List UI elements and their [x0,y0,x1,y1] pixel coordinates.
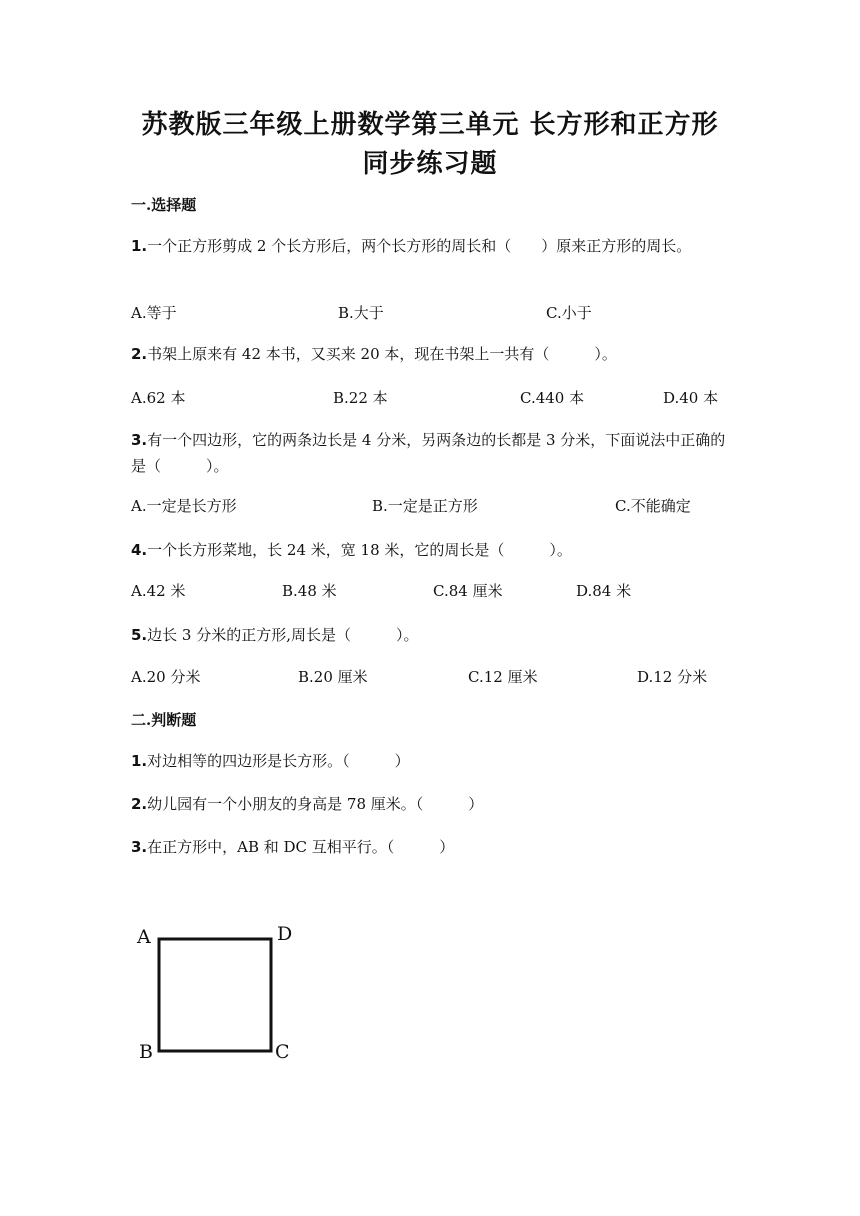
choice-q2-option-c: C.440 本 [520,389,585,407]
question-number: 2. [131,345,148,363]
choice-q1-option-c: C.小于 [546,304,592,322]
choice-q2-option-a: A.62 本 [131,389,186,407]
question-text: 有一个四边形，它的两条边长是 4 分米，另两条边的长都是 3 分米，下面说法中正确的是（ ）。 [131,431,726,475]
judge-question-2 [131,791,727,817]
vertex-label-c: C [275,1041,290,1063]
question-number: 4. [131,541,148,559]
vertex-label-b: B [139,1041,153,1063]
choice-q2-option-d: D.40 本 [663,389,719,407]
question-text: 边长 3 分米的正方形,周长是（ ）。 [147,626,419,644]
square-outline [159,939,271,1051]
question-number: 2. [131,795,148,813]
question-number: 3. [131,838,148,856]
question-number: 1. [131,752,148,770]
choice-q5-option-d: D.12 分米 [637,668,708,686]
choice-q1-option-b: B.大于 [338,304,384,322]
question-text: 一个长方形菜地，长 24 米，宽 18 米，它的周长是（ ）。 [147,541,572,559]
choice-q1-option-a: A.等于 [131,304,177,322]
question-text: 幼儿园有一个小朋友的身高是 78 厘米。（ ） [147,795,484,813]
vertex-label-d: D [277,923,293,945]
choice-question-4 [131,537,727,563]
choice-q4-option-c: C.84 厘米 [433,582,503,600]
choice-q3-option-b: B.一定是正方形 [372,497,478,515]
choice-q5-option-c: C.12 厘米 [468,668,538,686]
choice-q4-option-b: B.48 米 [282,582,337,600]
question-number: 1. [131,237,148,255]
choice-q2-option-b: B.22 本 [333,389,388,407]
section-heading-choice: 一.选择题 [131,196,197,214]
vertex-label-a: A [137,926,151,948]
choice-question-1 [131,233,727,259]
choice-q4-option-a: A.42 米 [131,582,186,600]
square-abcd-figure [133,918,313,1068]
judge-question-1 [131,748,727,774]
question-text: 在正方形中，AB 和 DC 互相平行。（ ） [147,838,455,856]
page-title: 苏教版三年级上册数学第三单元 长方形和正方形 [141,110,719,140]
question-text: 书架上原来有 42 本书，又买来 20 本，现在书架上一共有（ ）。 [147,345,617,363]
choice-q3-option-c: C.不能确定 [615,497,691,515]
question-number: 3. [131,431,148,449]
choice-question-5 [131,622,727,648]
judge-question-3 [131,834,727,860]
section-heading-judge: 二.判断题 [131,711,197,729]
choice-q5-option-a: A.20 分米 [131,668,201,686]
choice-question-3 [131,427,727,479]
choice-q5-option-b: B.20 厘米 [298,668,368,686]
question-text: 一个正方形剪成 2 个长方形后，两个长方形的周长和（ ）原来正方形的周长。 [147,237,692,255]
page-subtitle: 同步练习题 [362,149,498,179]
question-text: 对边相等的四边形是长方形。（ ） [147,752,410,770]
choice-q3-option-a: A.一定是长方形 [131,497,237,515]
choice-q4-option-d: D.84 米 [576,582,632,600]
choice-question-2 [131,341,727,367]
question-number: 5. [131,626,148,644]
